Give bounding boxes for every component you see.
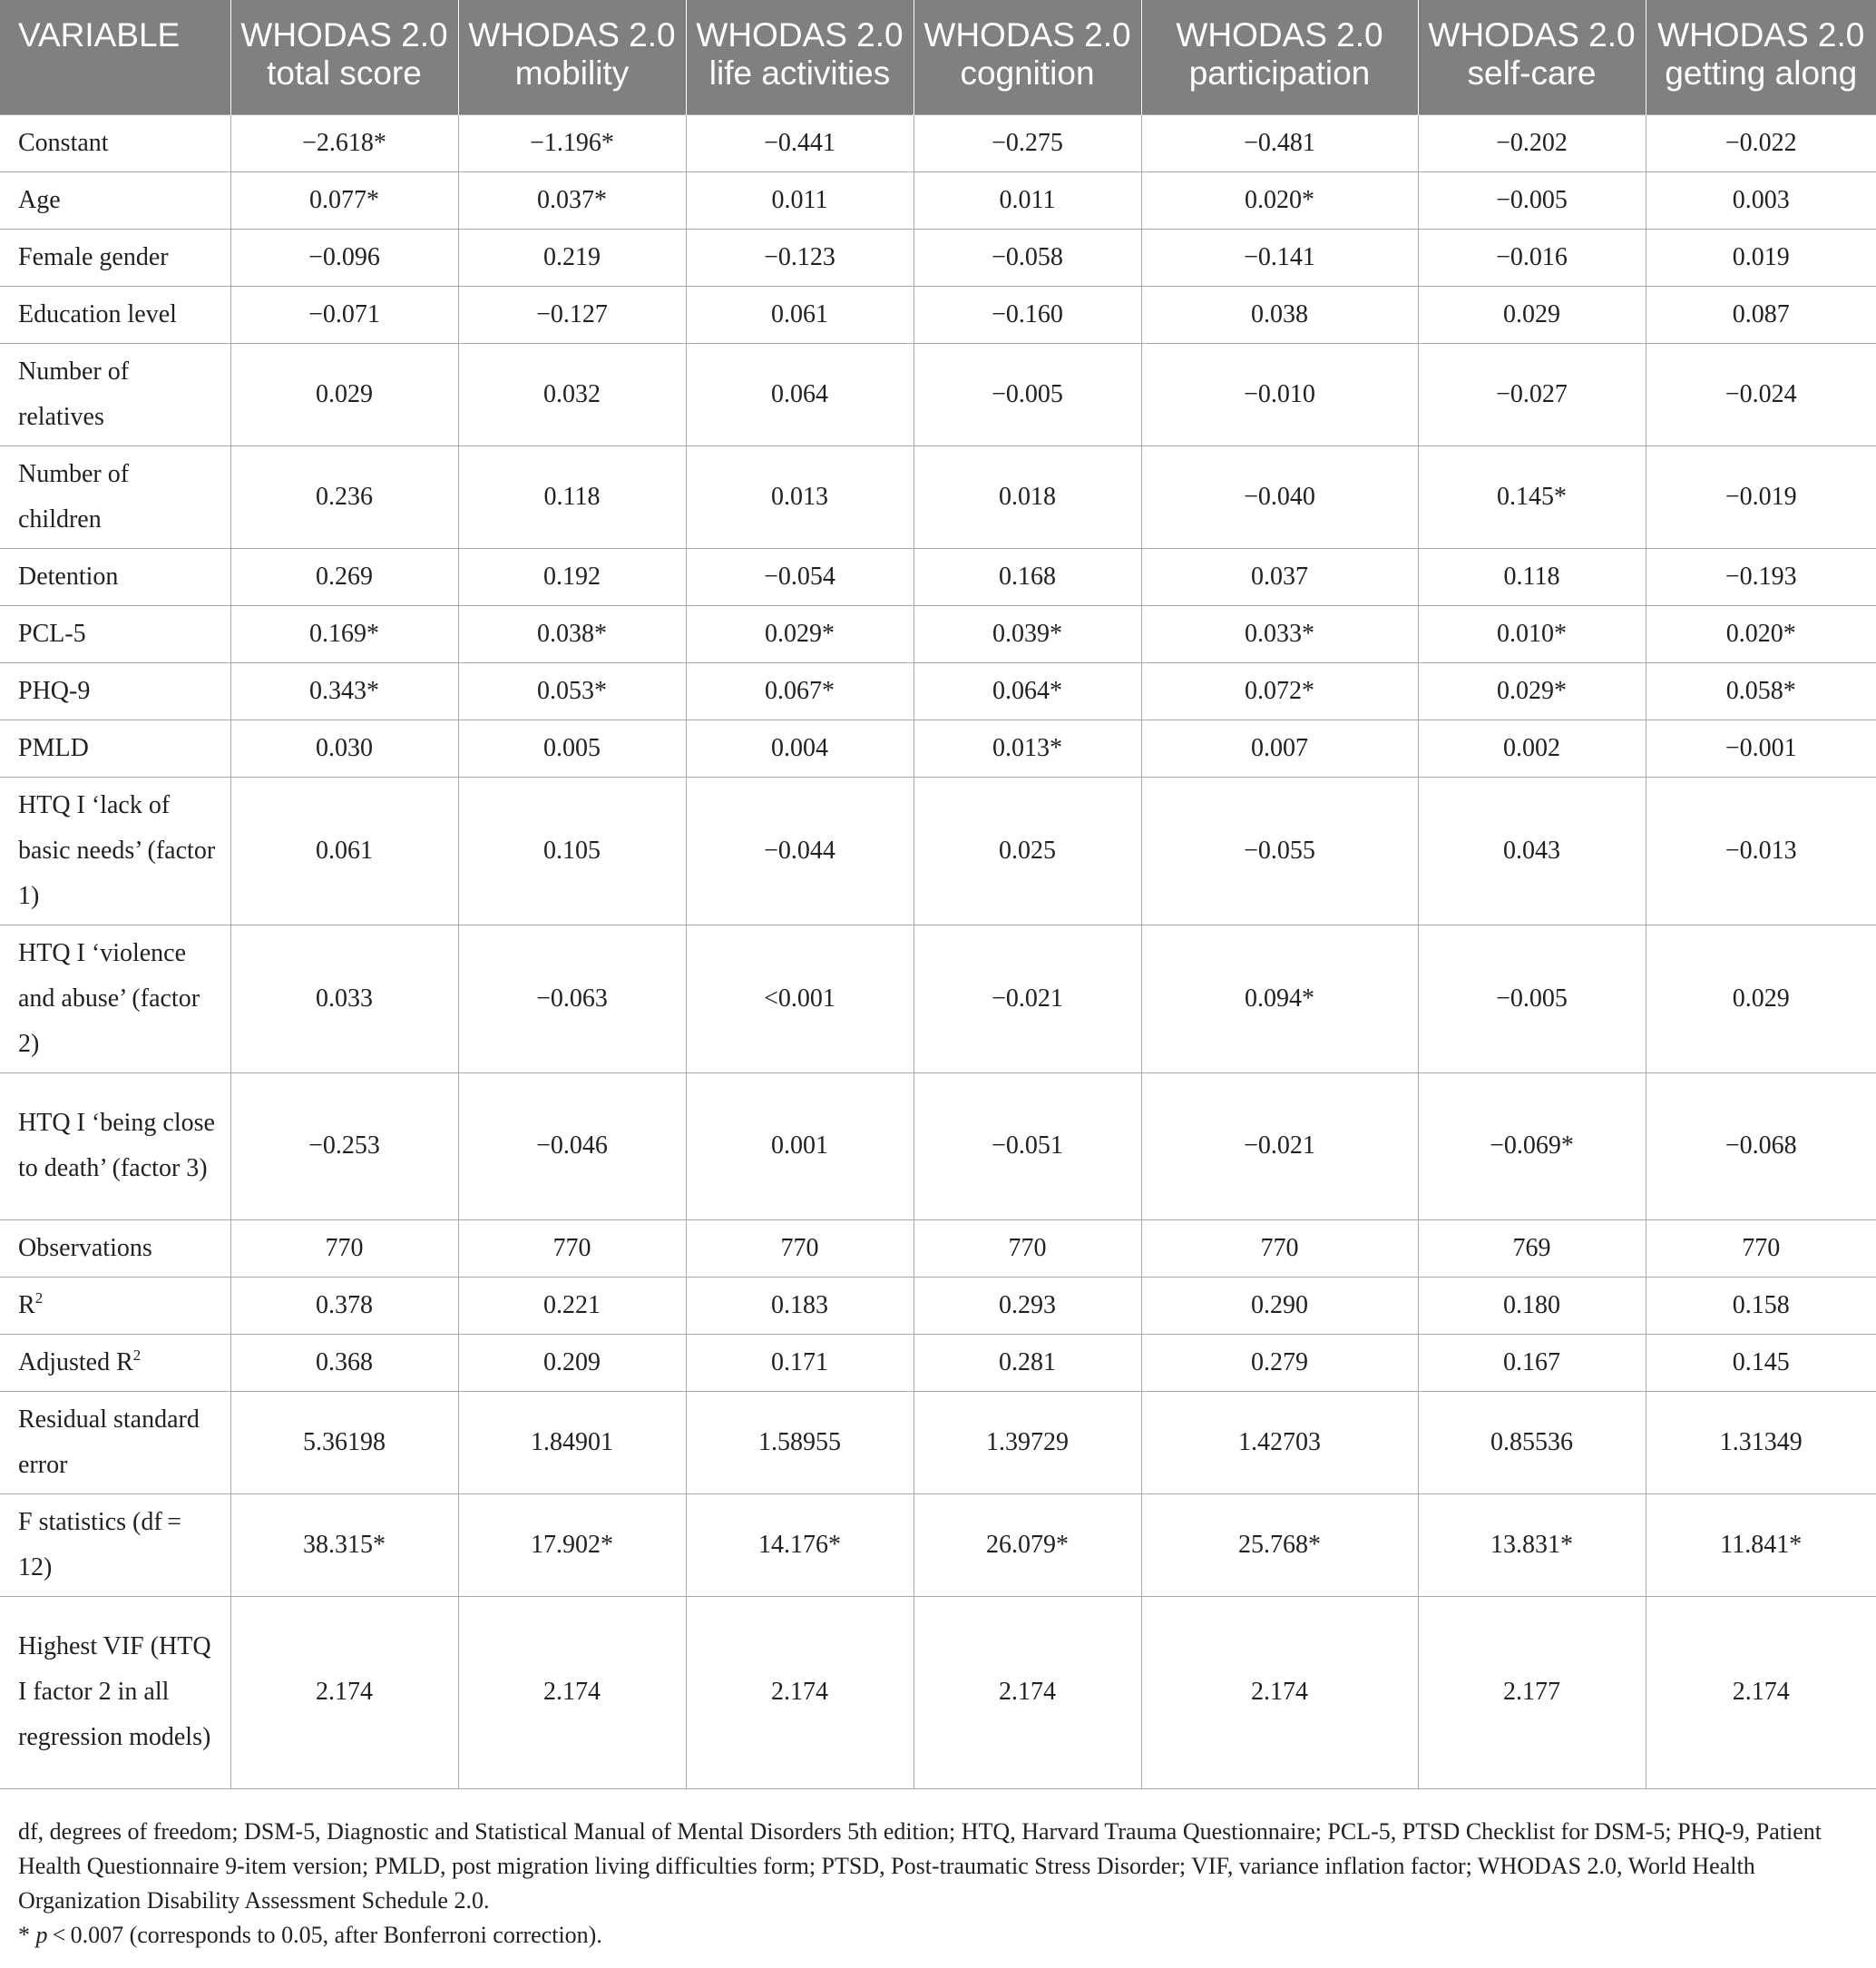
significance-text: < 0.007 (corresponds to 0.05, after Bonferroni correction).	[47, 1922, 602, 1948]
table-cell: 0.168	[914, 548, 1141, 605]
table-cell: 0.033*	[1141, 605, 1418, 662]
table-row	[0, 720, 1876, 777]
table-cell: 0.030	[230, 720, 458, 777]
table-cell: 0.236	[230, 445, 458, 548]
row-label-text: Constant	[18, 128, 109, 157]
table-cell: 1.58955	[686, 1391, 914, 1493]
table-cell: 0.058*	[1646, 662, 1876, 720]
table-cell: −0.005	[914, 343, 1141, 445]
header-cognition: WHODAS 2.0 cognition	[914, 0, 1141, 114]
table-row	[0, 605, 1876, 662]
row-label-text: HTQ I ‘being close to death’ (factor 3)	[18, 1109, 215, 1182]
row-label-text: Adjusted R	[18, 1347, 133, 1376]
table-cell: 0.020*	[1646, 605, 1876, 662]
significance-marker: *	[18, 1922, 36, 1948]
table-cell: 26.079*	[914, 1493, 1141, 1596]
row-label-text: F statistics (df = 12)	[18, 1507, 187, 1581]
table-cell: 770	[1141, 1219, 1418, 1277]
row-label	[0, 1596, 230, 1788]
header-variable: VARIABLE	[0, 0, 230, 114]
table-cell: 0.039*	[914, 605, 1141, 662]
table-cell: −0.024	[1646, 343, 1876, 445]
table-row	[0, 343, 1876, 445]
header-self-care: WHODAS 2.0 self-care	[1418, 0, 1646, 114]
table-cell: 0.167	[1418, 1334, 1646, 1391]
table-cell: −0.441	[686, 114, 914, 171]
table-cell: 770	[1646, 1219, 1876, 1277]
table-row	[0, 286, 1876, 343]
table-cell: 0.029*	[686, 605, 914, 662]
row-label	[0, 1493, 230, 1596]
table-cell: −0.068	[1646, 1072, 1876, 1219]
table-cell: −0.005	[1418, 925, 1646, 1072]
table-cell: 0.043	[1418, 777, 1646, 925]
row-label	[0, 286, 230, 343]
table-cell: 1.39729	[914, 1391, 1141, 1493]
table-cell: 0.219	[458, 229, 686, 286]
table-cell: 0.064*	[914, 662, 1141, 720]
table-cell: 5.36198	[230, 1391, 458, 1493]
table-cell: 0.002	[1418, 720, 1646, 777]
table-cell: 0.029	[1418, 286, 1646, 343]
table-cell: 0.183	[686, 1277, 914, 1334]
row-label-text: Highest VIF (HTQ I factor 2 in all regression models)	[18, 1632, 211, 1751]
table-row	[0, 925, 1876, 1072]
row-label-text: R	[18, 1290, 35, 1319]
significance-note	[18, 1918, 1860, 1953]
table-cell: 0.067*	[686, 662, 914, 720]
table-cell: 0.192	[458, 548, 686, 605]
row-label	[0, 777, 230, 925]
table-cell: 2.174	[686, 1596, 914, 1788]
table-cell: −0.253	[230, 1072, 458, 1219]
table-cell: 0.180	[1418, 1277, 1646, 1334]
table-cell: 2.174	[458, 1596, 686, 1788]
table-cell: 2.177	[1418, 1596, 1646, 1788]
table-cell: 0.020*	[1141, 171, 1418, 229]
table-cell: 0.281	[914, 1334, 1141, 1391]
header-getting-along: WHODAS 2.0 getting along	[1646, 0, 1876, 114]
row-label	[0, 1391, 230, 1493]
table-cell: 0.209	[458, 1334, 686, 1391]
table-cell: −0.021	[914, 925, 1141, 1072]
row-label-text: PCL-5	[18, 619, 86, 648]
table-cell: <0.001	[686, 925, 914, 1072]
table-cell: −1.196*	[458, 114, 686, 171]
table-cell: 0.032	[458, 343, 686, 445]
table-cell: −0.275	[914, 114, 1141, 171]
row-label-text: Residual standard error	[18, 1405, 200, 1479]
row-label	[0, 1219, 230, 1277]
table-cell: 770	[458, 1219, 686, 1277]
table-cell: 13.831*	[1418, 1493, 1646, 1596]
table-cell: 38.315*	[230, 1493, 458, 1596]
table-cell: −0.096	[230, 229, 458, 286]
table-cell: 0.018	[914, 445, 1141, 548]
table-cell: 0.011	[914, 171, 1141, 229]
table-cell: 0.019	[1646, 229, 1876, 286]
table-row	[0, 114, 1876, 171]
row-label-text: Number of relatives	[18, 357, 130, 431]
table-cell: 0.013*	[914, 720, 1141, 777]
table-cell: −2.618*	[230, 114, 458, 171]
table-cell: 0.029	[1646, 925, 1876, 1072]
table-cell: 2.174	[1646, 1596, 1876, 1788]
row-label	[0, 925, 230, 1072]
table-cell: 0.004	[686, 720, 914, 777]
table-cell: −0.040	[1141, 445, 1418, 548]
table-cell: 1.31349	[1646, 1391, 1876, 1493]
table-cell: −0.010	[1141, 343, 1418, 445]
table-cell: 0.343*	[230, 662, 458, 720]
table-cell: −0.063	[458, 925, 686, 1072]
table-body	[0, 114, 1876, 1788]
table-header	[0, 0, 1876, 114]
table-cell: −0.481	[1141, 114, 1418, 171]
row-label-superscript: 2	[132, 1346, 142, 1364]
row-label-text: Observations	[18, 1233, 152, 1262]
table-cell: 0.003	[1646, 171, 1876, 229]
row-label	[0, 114, 230, 171]
table-cell: −0.046	[458, 1072, 686, 1219]
row-label-text: HTQ I ‘violence and abuse’ (factor 2)	[18, 938, 200, 1058]
row-label-text: Education level	[18, 299, 177, 328]
table-cell: 0.094*	[1141, 925, 1418, 1072]
table-cell: −0.051	[914, 1072, 1141, 1219]
table-cell: 17.902*	[458, 1493, 686, 1596]
row-label-text: Number of children	[18, 459, 130, 534]
row-label	[0, 445, 230, 548]
table-cell: 0.378	[230, 1277, 458, 1334]
row-label-text: PHQ-9	[18, 676, 91, 705]
table-row	[0, 1391, 1876, 1493]
row-label	[0, 1334, 230, 1391]
table-cell: 0.171	[686, 1334, 914, 1391]
table-cell: −0.202	[1418, 114, 1646, 171]
table-cell: 0.145	[1646, 1334, 1876, 1391]
table-cell: −0.058	[914, 229, 1141, 286]
table-cell: 0.064	[686, 343, 914, 445]
table-cell: 0.118	[1418, 548, 1646, 605]
table-cell: 2.174	[230, 1596, 458, 1788]
header-life-activities: WHODAS 2.0 life activities	[686, 0, 914, 114]
table-cell: −0.022	[1646, 114, 1876, 171]
table-cell: 0.011	[686, 171, 914, 229]
row-label-text: HTQ I ‘lack of basic needs’ (factor 1)	[18, 790, 216, 910]
table-cell: −0.005	[1418, 171, 1646, 229]
table-cell: 0.007	[1141, 720, 1418, 777]
table-cell: −0.054	[686, 548, 914, 605]
table-cell: 1.42703	[1141, 1391, 1418, 1493]
table-cell: 0.029	[230, 343, 458, 445]
table-cell: 0.033	[230, 925, 458, 1072]
row-label-text: Female gender	[18, 242, 169, 271]
table-cell: 0.85536	[1418, 1391, 1646, 1493]
table-cell: 0.279	[1141, 1334, 1418, 1391]
table-row	[0, 171, 1876, 229]
table-cell: −0.141	[1141, 229, 1418, 286]
row-label	[0, 605, 230, 662]
table-cell: 0.038*	[458, 605, 686, 662]
table-cell: 0.221	[458, 1277, 686, 1334]
row-label	[0, 229, 230, 286]
table-cell: −0.027	[1418, 343, 1646, 445]
table-cell: −0.016	[1418, 229, 1646, 286]
header-participation: WHODAS 2.0 participation	[1141, 0, 1418, 114]
table-row	[0, 1493, 1876, 1596]
table-cell: 11.841*	[1646, 1493, 1876, 1596]
row-label-text: Age	[18, 185, 61, 214]
table-cell: 2.174	[1141, 1596, 1418, 1788]
table-cell: −0.001	[1646, 720, 1876, 777]
table-cell: 0.061	[230, 777, 458, 925]
table-cell: 770	[914, 1219, 1141, 1277]
table-cell: 0.037	[1141, 548, 1418, 605]
table-cell: 0.368	[230, 1334, 458, 1391]
table-row	[0, 1596, 1876, 1788]
table-cell: 0.118	[458, 445, 686, 548]
table-row	[0, 777, 1876, 925]
table-cell: 770	[686, 1219, 914, 1277]
table-cell: 0.072*	[1141, 662, 1418, 720]
table-cell: 2.174	[914, 1596, 1141, 1788]
table-row	[0, 1334, 1876, 1391]
table-cell: −0.071	[230, 286, 458, 343]
table-cell: 0.037*	[458, 171, 686, 229]
table-cell: 0.061	[686, 286, 914, 343]
table-cell: 0.105	[458, 777, 686, 925]
table-cell: 0.029*	[1418, 662, 1646, 720]
header-mobility: WHODAS 2.0 mobility	[458, 0, 686, 114]
abbreviations-note: df, degrees of freedom; DSM-5, Diagnostic and Statistical Manual of Mental Disorders 5th edition; HTQ, Harvard Trauma Questionnaire; PCL-5, PTSD Checklist for DSM-5; PHQ-9, Patient Health Questionnaire 9-item version; PMLD, post migration living difficulties form; PTSD, Post-traumatic Stress Disorder; VIF, variance inflation factor; WHODAS 2.0, World Health Organization Disability Assessment Schedule 2.0.	[18, 1818, 1822, 1914]
header-row	[0, 0, 1876, 114]
table-cell: −0.123	[686, 229, 914, 286]
row-label	[0, 343, 230, 445]
table-cell: 0.010*	[1418, 605, 1646, 662]
significance-p: p	[35, 1922, 48, 1948]
table-cell: −0.019	[1646, 445, 1876, 548]
row-label	[0, 1277, 230, 1334]
table-cell: 0.005	[458, 720, 686, 777]
table-cell: 25.768*	[1141, 1493, 1418, 1596]
table-row	[0, 662, 1876, 720]
row-label-superscript: 2	[34, 1288, 44, 1307]
table-cell: 0.158	[1646, 1277, 1876, 1334]
table-row	[0, 1277, 1876, 1334]
row-label	[0, 171, 230, 229]
table-cell: 0.145*	[1418, 445, 1646, 548]
table-cell: 0.269	[230, 548, 458, 605]
table-cell: 0.293	[914, 1277, 1141, 1334]
row-label	[0, 720, 230, 777]
table-cell: 0.013	[686, 445, 914, 548]
table-cell: −0.055	[1141, 777, 1418, 925]
table-cell: 1.84901	[458, 1391, 686, 1493]
table-row	[0, 445, 1876, 548]
table-cell: 770	[230, 1219, 458, 1277]
table-row	[0, 1219, 1876, 1277]
table-cell: 0.290	[1141, 1277, 1418, 1334]
table-cell: −0.127	[458, 286, 686, 343]
table-cell: 0.077*	[230, 171, 458, 229]
table-cell: −0.021	[1141, 1072, 1418, 1219]
table-row	[0, 229, 1876, 286]
table-cell: 0.053*	[458, 662, 686, 720]
table-row	[0, 1072, 1876, 1219]
row-label-text: PMLD	[18, 733, 89, 762]
row-label	[0, 1072, 230, 1219]
row-label	[0, 662, 230, 720]
table-cell: 0.038	[1141, 286, 1418, 343]
table-cell: −0.013	[1646, 777, 1876, 925]
table-cell: −0.044	[686, 777, 914, 925]
table-cell: 0.025	[914, 777, 1141, 925]
table-cell: −0.069*	[1418, 1072, 1646, 1219]
table-cell: 0.087	[1646, 286, 1876, 343]
table-cell: 0.001	[686, 1072, 914, 1219]
table-cell: 0.169*	[230, 605, 458, 662]
table-cell: 769	[1418, 1219, 1646, 1277]
row-label-text: Detention	[18, 562, 119, 591]
table-cell: −0.193	[1646, 548, 1876, 605]
row-label	[0, 548, 230, 605]
table-row	[0, 548, 1876, 605]
header-total-score: WHODAS 2.0 total score	[230, 0, 458, 114]
table-cell: −0.160	[914, 286, 1141, 343]
table-footnotes	[18, 1815, 1860, 1953]
table-cell: 14.176*	[686, 1493, 914, 1596]
